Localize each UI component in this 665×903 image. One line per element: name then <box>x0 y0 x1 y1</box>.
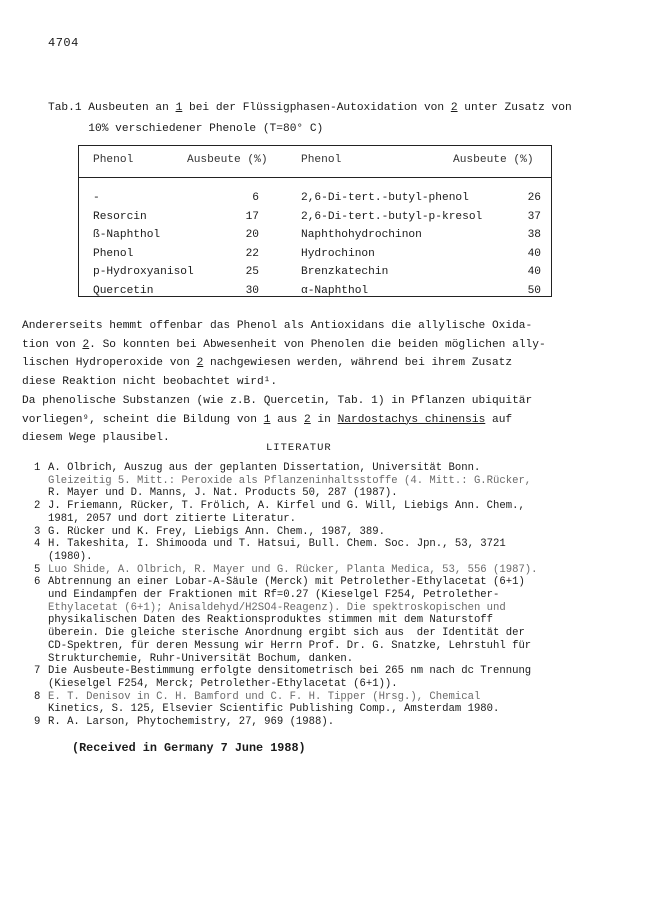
reference-line: und Eindampfen der Fraktionen mit Rf=0.27 (Kieselgel F254, Petrolether- <box>48 589 500 602</box>
reference-line: 1981, 2057 und dort zitierte Literatur. <box>48 512 296 525</box>
reference-number: 9 <box>34 716 41 729</box>
header-yield-1: Ausbeute (%) <box>187 154 268 166</box>
table-cell-yield-2: 26 <box>527 192 541 204</box>
literature-heading: LITERATUR <box>266 442 332 454</box>
table-cell-phenol-1: p-Hydroxyanisol <box>93 266 194 279</box>
page-number: 4704 <box>48 36 79 50</box>
body-paragraph <box>22 317 632 448</box>
caption-line: 10% verschiedener Phenole (T=80° C) <box>48 123 324 135</box>
table-cell-yield-2: 50 <box>527 285 541 297</box>
text-line: lischen Hydroperoxide von 2 nachgewiesen werden, während bei ihrem Zusatz <box>22 357 513 370</box>
text-line: tion von 2. So konnten bei Abwesenheit von Phenolen die beiden möglichen ally- <box>22 338 546 351</box>
text-line: Andererseits hemmt offenbar das Phenol als Antioxidans die allylische Oxida- <box>22 320 533 332</box>
reference-line: Gleizeitig 5. Mitt.: Peroxide als Pflanzeninhaltsstoffe (4. Mitt.: G.Rücker, <box>48 474 532 487</box>
reference-item <box>34 665 634 690</box>
species-name: Nardostachys chinensis <box>337 413 486 426</box>
text-line: diese Reaktion nicht beobachtet wird¹. <box>22 376 278 389</box>
reference-line: H. Takeshita, I. Shimooda und T. Hatsui, Bull. Chem. Soc. Jpn., 53, 3721 <box>48 538 506 551</box>
reference-item <box>34 526 634 539</box>
table-cell-phenol-1: Quercetin <box>93 285 154 297</box>
reference-line: CD-Spektren, für deren Messung wir Herrn Prof. Dr. G. Snatzke, Lehrstuhl für <box>48 639 532 652</box>
reference-item <box>34 576 634 665</box>
header-phenol-1: Phenol <box>93 154 134 166</box>
reference-item <box>34 462 634 500</box>
reference-line: Die Ausbeute-Bestimmung erfolgte densitometrisch bei 265 nm nach dc Trennung <box>48 665 532 678</box>
table-cell-yield-1: 17 <box>245 210 259 223</box>
table-cell-yield-1: 30 <box>245 285 259 297</box>
reference-number: 1 <box>34 462 41 474</box>
reference-line: (Kieselgel F254, Merck; Petrolether-Ethylacetat (6+1)). <box>48 677 398 690</box>
reference-number: 5 <box>34 563 41 576</box>
reference-number: 7 <box>34 665 41 678</box>
reference-line: A. Olbrich, Auszug aus der geplanten Dissertation, Universität Bonn. <box>48 462 481 474</box>
reference-item <box>34 691 634 716</box>
reference-item <box>34 500 634 525</box>
table-cell-phenol-2: Brenzkatechin <box>301 266 389 279</box>
reference-line: G. Rücker und K. Frey, Liebigs Ann. Chem., 1987, 389. <box>48 525 385 538</box>
table-cell-yield-1: 25 <box>245 266 259 279</box>
reference-number: 6 <box>34 576 41 589</box>
reference-item <box>34 716 634 729</box>
reference-list <box>34 462 634 729</box>
table-cell-yield-2: 38 <box>527 229 541 242</box>
reference-number: 4 <box>34 538 41 551</box>
table-cell-phenol-2: 2,6-Di-tert.-butyl-phenol <box>301 192 469 204</box>
table-cell-phenol-2: Hydrochinon <box>301 247 375 260</box>
table-cell-yield-2: 37 <box>527 210 541 223</box>
table-cell-phenol-1: Phenol <box>93 247 134 260</box>
reference-item <box>34 564 634 577</box>
reference-number: 8 <box>34 690 41 703</box>
reference-line: überein. Die gleiche sterische Anordnung ergibt sich aus der Identität der <box>48 627 525 640</box>
reference-line: R. A. Larson, Phytochemistry, 27, 969 (1988). <box>48 716 335 729</box>
text-line: diesem Wege plausibel. <box>22 432 170 445</box>
table-cell-yield-2: 40 <box>527 266 541 279</box>
table-cell-phenol-1: - <box>93 192 100 204</box>
reference-line: Luo Shide, A. Olbrich, R. Mayer und G. Rücker, Planta Medica, 53, 556 (1987). <box>48 563 538 576</box>
table-cell-yield-1: 22 <box>245 247 259 260</box>
reference-line: physikalischen Daten des Reaktionsproduktes stimmen mit dem Naturstoff <box>48 614 494 627</box>
reference-line: Strukturchemie, Ruhr-Universität Bochum, danken. <box>48 652 354 665</box>
table-cell-phenol-1: ß-Naphthol <box>93 229 161 242</box>
yield-table <box>78 145 552 297</box>
table-cell-phenol-2: 2,6-Di-tert.-butyl-p-kresol <box>301 210 483 223</box>
text-line: vorliegen⁹, scheint die Bildung von 1 aus 2 in Nardostachys chinensis auf <box>22 413 513 426</box>
reference-line: Ethylacetat (6+1); Anisaldehyd/H2SO4-Reagenz). Die spektroskopischen und <box>48 601 506 614</box>
text-line: Da phenolische Substanzen (wie z.B. Quercetin, Tab. 1) in Pflanzen ubiquitär <box>22 394 533 407</box>
table-cell-phenol-1: Resorcin <box>93 210 147 223</box>
table-cell-phenol-2: Naphthohydrochinon <box>301 229 422 242</box>
reference-line: J. Friemann, Rücker, T. Frölich, A. Kirfel und G. Will, Liebigs Ann. Chem., <box>48 500 525 513</box>
table-cell-yield-1: 6 <box>252 192 259 204</box>
reference-line: E. T. Denisov in C. H. Bamford und C. F. H. Tipper (Hrsg.), Chemical <box>48 690 481 703</box>
header-phenol-2: Phenol <box>301 154 342 166</box>
reference-line: Abtrennung an einer Lobar-A-Säule (Merck) mit Petrolether-Ethylacetat (6+1) <box>48 576 525 589</box>
table-cell-yield-2: 40 <box>527 247 541 260</box>
reference-number: 2 <box>34 500 41 513</box>
received-date: (Received in Germany 7 June 1988) <box>72 741 306 755</box>
caption-line: Tab.1 Ausbeuten an 1 bei der Flüssigphasen-Autoxidation von 2 unter Zusatz von <box>48 102 572 114</box>
reference-line: R. Mayer und D. Manns, J. Nat. Products 50, 287 (1987). <box>48 487 398 500</box>
reference-line: (1980). <box>48 550 93 563</box>
reference-item <box>34 538 634 563</box>
table-cell-phenol-2: α-Naphthol <box>301 285 369 297</box>
header-divider <box>79 177 551 178</box>
reference-line: Kinetics, S. 125, Elsevier Scientific Publishing Comp., Amsterdam 1980. <box>48 703 500 716</box>
table-caption <box>48 98 628 140</box>
reference-number: 3 <box>34 525 41 538</box>
table-cell-yield-1: 20 <box>245 229 259 242</box>
header-yield-2: Ausbeute (%) <box>453 154 534 166</box>
